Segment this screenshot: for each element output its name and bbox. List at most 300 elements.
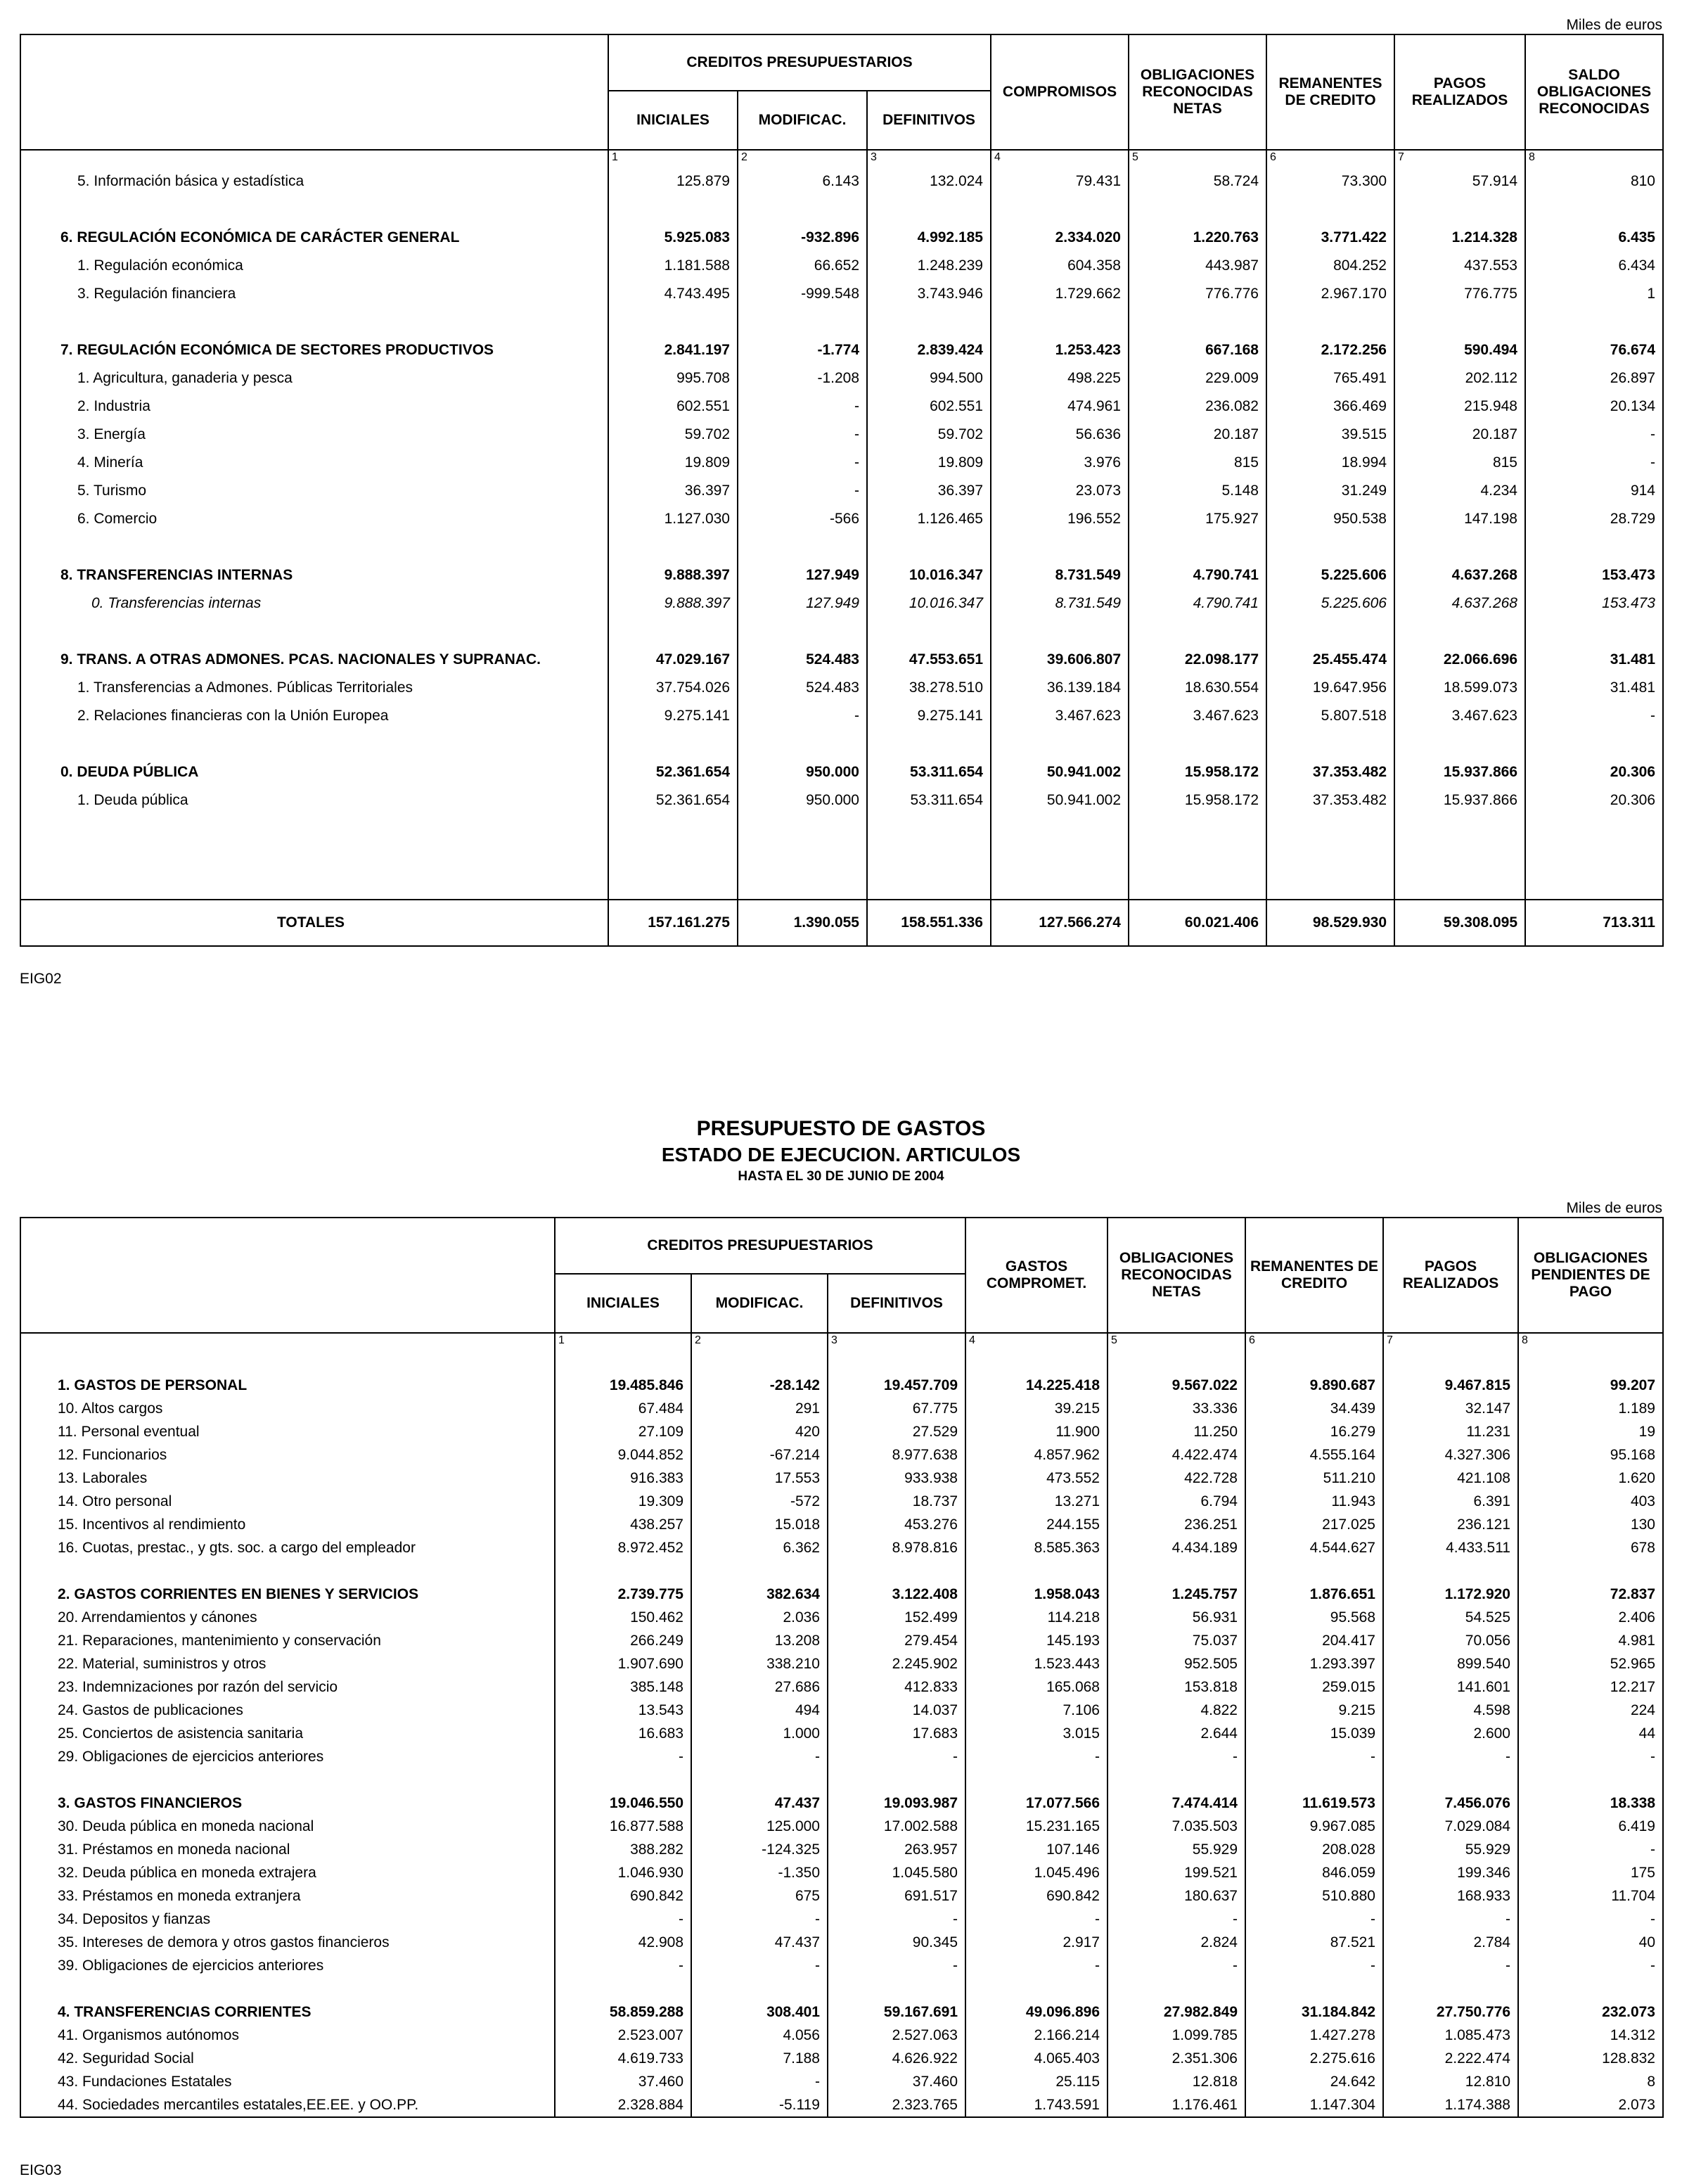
- value-cell: -: [1518, 1908, 1663, 1931]
- value-cell: 13.543: [555, 1699, 691, 1722]
- value-cell: 56.931: [1108, 1606, 1245, 1629]
- value-cell: 27.982.849: [1108, 2000, 1245, 2024]
- section-row: [20, 758, 1663, 786]
- value-cell: 9.888.397: [608, 561, 738, 589]
- row-label: 30. Deuda pública en moneda nacional: [20, 1815, 555, 1838]
- value-cell: 114.218: [965, 1606, 1108, 1629]
- value-cell: 40: [1518, 1931, 1663, 1954]
- value-cell: -: [965, 1954, 1108, 1977]
- value-cell: 1.729.662: [991, 280, 1129, 308]
- total-value-cell: 713.311: [1525, 900, 1663, 946]
- row-label: 3. Regulación financiera: [20, 280, 608, 308]
- value-cell: 204.417: [1245, 1629, 1383, 1652]
- value-cell: 3.015: [965, 1722, 1108, 1745]
- value-cell: -: [1245, 1954, 1383, 1977]
- value-cell: 950.000: [738, 786, 867, 815]
- value-cell: 58.859.288: [555, 2000, 691, 2024]
- value-cell: 175.927: [1129, 505, 1266, 533]
- value-cell: 9.890.687: [1245, 1374, 1383, 1397]
- table-row: [20, 1606, 1663, 1629]
- value-cell: 602.551: [608, 392, 738, 421]
- value-cell: 215.948: [1394, 392, 1525, 421]
- spacer-cell: [1394, 308, 1525, 336]
- value-cell: 56.636: [991, 421, 1129, 449]
- value-cell: -: [555, 1745, 691, 1768]
- spacer-cell: [1245, 1977, 1383, 2000]
- spacer-cell: [608, 618, 738, 646]
- value-cell: -: [1525, 702, 1663, 730]
- value-cell: 474.961: [991, 392, 1129, 421]
- table-row: [20, 1884, 1663, 1908]
- value-cell: 2.523.007: [555, 2024, 691, 2047]
- value-cell: 366.469: [1266, 392, 1394, 421]
- value-cell: -: [1108, 1745, 1245, 1768]
- value-cell: 26.897: [1525, 364, 1663, 392]
- value-cell: 4.434.189: [1108, 1536, 1245, 1559]
- section-row: [20, 1374, 1663, 1397]
- value-cell: 19.485.846: [555, 1374, 691, 1397]
- value-cell: 3.976: [991, 449, 1129, 477]
- table-row: [20, 1722, 1663, 1745]
- row-label: 7. REGULACIÓN ECONÓMICA DE SECTORES PRODUCTIVOS: [20, 336, 608, 364]
- table-row: [20, 1931, 1663, 1954]
- table-row: [20, 421, 1663, 449]
- table-row: [20, 1490, 1663, 1513]
- table-row: [20, 1467, 1663, 1490]
- value-cell: 27.109: [555, 1420, 691, 1443]
- table-row: [20, 2070, 1663, 2093]
- value-cell: 9.215: [1245, 1699, 1383, 1722]
- value-cell: 7.106: [965, 1699, 1108, 1722]
- value-cell: 5.148: [1129, 477, 1266, 505]
- spacer-cell: [1266, 618, 1394, 646]
- value-cell: 27.686: [691, 1675, 828, 1699]
- row-label: 43. Fundaciones Estatales: [20, 2070, 555, 2093]
- value-cell: 58.724: [1129, 167, 1266, 196]
- page-subtitle: ESTADO DE EJECUCION. ARTICULOS: [661, 1144, 1021, 1166]
- value-cell: 2.917: [965, 1931, 1108, 1954]
- value-cell: 12.810: [1383, 2070, 1518, 2093]
- value-cell: 473.552: [965, 1467, 1108, 1490]
- value-cell: 15.937.866: [1394, 786, 1525, 815]
- spacer-cell: [1525, 730, 1663, 758]
- value-cell: 1.245.757: [1108, 1583, 1245, 1606]
- value-cell: -: [1245, 1745, 1383, 1768]
- value-cell: 511.210: [1245, 1467, 1383, 1490]
- row-label: 8. TRANSFERENCIAS INTERNAS: [20, 561, 608, 589]
- value-cell: 20.306: [1525, 758, 1663, 786]
- row-label: 21. Reparaciones, mantenimiento y conservación: [20, 1629, 555, 1652]
- row-label: 2. Industria: [20, 392, 608, 421]
- value-cell: -: [1383, 1954, 1518, 1977]
- value-cell: 7.035.503: [1108, 1815, 1245, 1838]
- value-cell: 9.567.022: [1108, 1374, 1245, 1397]
- value-cell: 6.419: [1518, 1815, 1663, 1838]
- table-row: [20, 505, 1663, 533]
- spacer-cell: [738, 730, 867, 758]
- total-value-cell: 157.161.275: [608, 900, 738, 946]
- total-value-cell: 60.021.406: [1129, 900, 1266, 946]
- spacer-cell: [965, 1768, 1108, 1792]
- header-obligaciones-2: OBLIGACIONES RECONOCIDAS NETAS: [1108, 1218, 1245, 1333]
- value-cell: -: [691, 1745, 828, 1768]
- value-cell: 37.460: [828, 2070, 965, 2093]
- value-cell: 1.174.388: [1383, 2093, 1518, 2117]
- table-row: [20, 1513, 1663, 1536]
- value-cell: 524.483: [738, 646, 867, 674]
- spacer-cell: [1266, 196, 1394, 224]
- column-index: 6: [1245, 1333, 1383, 1350]
- row-label: 15. Incentivos al rendimiento: [20, 1513, 555, 1536]
- value-cell: 13.208: [691, 1629, 828, 1652]
- spacer-cell: [991, 618, 1129, 646]
- value-cell: 175: [1518, 1861, 1663, 1884]
- total-value-cell: 127.566.274: [991, 900, 1129, 946]
- value-cell: 1.085.473: [1383, 2024, 1518, 2047]
- row-label: 5. Información básica y estadística: [20, 167, 608, 196]
- value-cell: 403: [1518, 1490, 1663, 1513]
- table-row: [20, 2024, 1663, 2047]
- row-label: 42. Seguridad Social: [20, 2047, 555, 2070]
- value-cell: 1.253.423: [991, 336, 1129, 364]
- value-cell: -124.325: [691, 1838, 828, 1861]
- value-cell: 52.361.654: [608, 758, 738, 786]
- value-cell: 107.146: [965, 1838, 1108, 1861]
- value-cell: 259.015: [1245, 1675, 1383, 1699]
- value-cell: 2.166.214: [965, 2024, 1108, 2047]
- spacer-cell: [738, 308, 867, 336]
- value-cell: 128.832: [1518, 2047, 1663, 2070]
- value-cell: 1.172.920: [1383, 1583, 1518, 1606]
- value-cell: 279.454: [828, 1629, 965, 1652]
- spacer-cell: [965, 1559, 1108, 1583]
- value-cell: 39.515: [1266, 421, 1394, 449]
- value-cell: 33.336: [1108, 1397, 1245, 1420]
- value-cell: 1.214.328: [1394, 224, 1525, 252]
- value-cell: -: [691, 1954, 828, 1977]
- value-cell: 4.626.922: [828, 2047, 965, 2070]
- value-cell: 18.994: [1266, 449, 1394, 477]
- value-cell: 4.637.268: [1394, 561, 1525, 589]
- spacer-cell: [738, 196, 867, 224]
- value-cell: 8.731.549: [991, 561, 1129, 589]
- value-cell: 1.189: [1518, 1397, 1663, 1420]
- value-cell: -: [828, 1908, 965, 1931]
- row-label: 0. Transferencias internas: [20, 589, 608, 618]
- row-label: 29. Obligaciones de ejercicios anteriores: [20, 1745, 555, 1768]
- page-title: PRESUPUESTO DE GASTOS: [696, 1117, 986, 1140]
- row-label: 39. Obligaciones de ejercicios anteriores: [20, 1954, 555, 1977]
- value-cell: 208.028: [1245, 1838, 1383, 1861]
- column-index: 7: [1383, 1333, 1518, 1350]
- spacer-cell: [691, 1559, 828, 1583]
- value-cell: 995.708: [608, 364, 738, 392]
- column-index: 3: [867, 150, 991, 167]
- value-cell: -: [1108, 1908, 1245, 1931]
- value-cell: 3.122.408: [828, 1583, 965, 1606]
- value-cell: 27.750.776: [1383, 2000, 1518, 2024]
- header-definitivos: DEFINITIVOS: [867, 91, 991, 150]
- spacer-cell: [691, 1768, 828, 1792]
- value-cell: 153.818: [1108, 1675, 1245, 1699]
- header-remanentes-2: REMANENTES DE CREDITO: [1245, 1218, 1383, 1333]
- table-row: [20, 1652, 1663, 1675]
- value-cell: 914: [1525, 477, 1663, 505]
- value-cell: 12.818: [1108, 2070, 1245, 2093]
- value-cell: 7.456.076: [1383, 1792, 1518, 1815]
- header-iniciales: INICIALES: [608, 91, 738, 150]
- value-cell: 2.406: [1518, 1606, 1663, 1629]
- value-cell: -1.350: [691, 1861, 828, 1884]
- table-row: [20, 1908, 1663, 1931]
- spacer-row: [20, 1768, 1663, 1792]
- value-cell: 57.914: [1394, 167, 1525, 196]
- budget-table-1-wrap: [20, 34, 1662, 947]
- row-label: 32. Deuda pública en moneda extrajera: [20, 1861, 555, 1884]
- value-cell: -: [965, 1908, 1108, 1931]
- document-code-1: EIG02: [20, 971, 62, 987]
- value-cell: 53.311.654: [867, 786, 991, 815]
- table-row: [20, 364, 1663, 392]
- spacer-cell: [1266, 815, 1394, 900]
- value-cell: 437.553: [1394, 252, 1525, 280]
- spacer-cell: [1129, 308, 1266, 336]
- value-cell: 11.704: [1518, 1884, 1663, 1908]
- value-cell: -: [1108, 1954, 1245, 1977]
- row-label: 34. Depositos y fianzas: [20, 1908, 555, 1931]
- value-cell: 199.521: [1108, 1861, 1245, 1884]
- value-cell: 66.652: [738, 252, 867, 280]
- value-cell: 47.553.651: [867, 646, 991, 674]
- units-label: Miles de euros: [1566, 17, 1662, 33]
- spacer-cell: [1394, 196, 1525, 224]
- value-cell: 53.311.654: [867, 758, 991, 786]
- row-label: 14. Otro personal: [20, 1490, 555, 1513]
- value-cell: -: [1518, 1745, 1663, 1768]
- spacer-cell: [20, 1977, 555, 2000]
- table-row: [20, 252, 1663, 280]
- spacer-cell: [1129, 730, 1266, 758]
- value-cell: 20.134: [1525, 392, 1663, 421]
- value-cell: 165.068: [965, 1675, 1108, 1699]
- row-label: 3. GASTOS FINANCIEROS: [20, 1792, 555, 1815]
- column-index-row: [20, 150, 1663, 167]
- spacer-cell: [20, 618, 608, 646]
- value-cell: -: [691, 1908, 828, 1931]
- spacer-cell: [1394, 533, 1525, 561]
- column-index: 7: [1394, 150, 1525, 167]
- value-cell: 2.328.884: [555, 2093, 691, 2117]
- row-label: 1. Agricultura, ganaderia y pesca: [20, 364, 608, 392]
- row-label: 0. DEUDA PÚBLICA: [20, 758, 608, 786]
- spacer-row: [20, 196, 1663, 224]
- value-cell: 76.674: [1525, 336, 1663, 364]
- value-cell: 1.147.304: [1245, 2093, 1383, 2117]
- value-cell: 2.323.765: [828, 2093, 965, 2117]
- value-cell: 180.637: [1108, 1884, 1245, 1908]
- index-cell-blank: [20, 1333, 555, 1350]
- spacer-cell: [20, 815, 608, 900]
- value-cell: 2.036: [691, 1606, 828, 1629]
- spacer-cell: [1518, 1768, 1663, 1792]
- value-cell: 73.300: [1266, 167, 1394, 196]
- value-cell: 776.775: [1394, 280, 1525, 308]
- value-cell: 20.187: [1129, 421, 1266, 449]
- value-cell: 1.427.278: [1245, 2024, 1383, 2047]
- value-cell: 11.900: [965, 1420, 1108, 1443]
- value-cell: 1.220.763: [1129, 224, 1266, 252]
- header-modificac: MODIFICAC.: [738, 91, 867, 150]
- value-cell: 55.929: [1108, 1838, 1245, 1861]
- value-cell: 141.601: [1383, 1675, 1518, 1699]
- header-saldo: SALDO OBLIGACIONES RECONOCIDAS: [1525, 34, 1663, 150]
- value-cell: 25.455.474: [1266, 646, 1394, 674]
- value-cell: 19.093.987: [828, 1792, 965, 1815]
- value-cell: 16.279: [1245, 1420, 1383, 1443]
- value-cell: 1.523.443: [965, 1652, 1108, 1675]
- spacer-cell: [555, 1768, 691, 1792]
- value-cell: 59.702: [867, 421, 991, 449]
- value-cell: -28.142: [691, 1374, 828, 1397]
- spacer-row: [20, 1559, 1663, 1583]
- spacer-cell: [1245, 1559, 1383, 1583]
- value-cell: 32.147: [1383, 1397, 1518, 1420]
- spacer-cell: [1525, 815, 1663, 900]
- section-row: [20, 224, 1663, 252]
- value-cell: 8.585.363: [965, 1536, 1108, 1559]
- value-cell: -1.774: [738, 336, 867, 364]
- table-row: [20, 1861, 1663, 1884]
- spacer-cell: [20, 1768, 555, 1792]
- totals-label: TOTALES: [20, 900, 608, 946]
- total-value-cell: 1.390.055: [738, 900, 867, 946]
- value-cell: 3.467.623: [1129, 702, 1266, 730]
- value-cell: 950.538: [1266, 505, 1394, 533]
- value-cell: 15.018: [691, 1513, 828, 1536]
- value-cell: -: [828, 1954, 965, 1977]
- value-cell: 15.231.165: [965, 1815, 1108, 1838]
- row-label: 11. Personal eventual: [20, 1420, 555, 1443]
- value-cell: 950.000: [738, 758, 867, 786]
- row-label: 1. Regulación económica: [20, 252, 608, 280]
- value-cell: 1.907.690: [555, 1652, 691, 1675]
- spacer-cell: [991, 196, 1129, 224]
- value-cell: 7.188: [691, 2047, 828, 2070]
- spacer-row: [20, 815, 1663, 900]
- value-cell: 11.943: [1245, 1490, 1383, 1513]
- spacer-cell: [867, 308, 991, 336]
- value-cell: 266.249: [555, 1629, 691, 1652]
- value-cell: 145.193: [965, 1629, 1108, 1652]
- table-body-2: [20, 1333, 1663, 2117]
- spacer-cell: [1518, 1350, 1663, 1374]
- value-cell: -: [738, 392, 867, 421]
- table-row: [20, 1629, 1663, 1652]
- spacer-cell: [1108, 1559, 1245, 1583]
- value-cell: 13.271: [965, 1490, 1108, 1513]
- value-cell: 422.728: [1108, 1467, 1245, 1490]
- value-cell: 244.155: [965, 1513, 1108, 1536]
- value-cell: 8.978.816: [828, 1536, 965, 1559]
- row-label: 2. Relaciones financieras con la Unión Europea: [20, 702, 608, 730]
- value-cell: 2.967.170: [1266, 280, 1394, 308]
- value-cell: 388.282: [555, 1838, 691, 1861]
- value-cell: 4.065.403: [965, 2047, 1108, 2070]
- value-cell: 815: [1394, 449, 1525, 477]
- value-cell: 678: [1518, 1536, 1663, 1559]
- value-cell: 25.115: [965, 2070, 1108, 2093]
- value-cell: 18.737: [828, 1490, 965, 1513]
- row-label: 9. TRANS. A OTRAS ADMONES. PCAS. NACIONALES Y SUPRANAC.: [20, 646, 608, 674]
- value-cell: -: [738, 477, 867, 505]
- value-cell: -: [1525, 421, 1663, 449]
- value-cell: 202.112: [1394, 364, 1525, 392]
- value-cell: 37.754.026: [608, 674, 738, 702]
- spacer-cell: [555, 1977, 691, 2000]
- section-row: [20, 1583, 1663, 1606]
- value-cell: 952.505: [1108, 1652, 1245, 1675]
- row-label: 10. Altos cargos: [20, 1397, 555, 1420]
- value-cell: 19.809: [608, 449, 738, 477]
- value-cell: 2.784: [1383, 1931, 1518, 1954]
- value-cell: 22.098.177: [1129, 646, 1266, 674]
- value-cell: 39.215: [965, 1397, 1108, 1420]
- spacer-cell: [867, 618, 991, 646]
- value-cell: 690.842: [555, 1884, 691, 1908]
- total-value-cell: 59.308.095: [1394, 900, 1525, 946]
- date-line: HASTA EL 30 DE JUNIO DE 2004: [738, 1169, 944, 1184]
- value-cell: 44: [1518, 1722, 1663, 1745]
- value-cell: 37.460: [555, 2070, 691, 2093]
- value-cell: 675: [691, 1884, 828, 1908]
- value-cell: 5.807.518: [1266, 702, 1394, 730]
- value-cell: 49.096.896: [965, 2000, 1108, 2024]
- value-cell: 382.634: [691, 1583, 828, 1606]
- column-index-row: [20, 1333, 1663, 1350]
- value-cell: -: [555, 1954, 691, 1977]
- spacer-cell: [608, 533, 738, 561]
- value-cell: 125.000: [691, 1815, 828, 1838]
- spacer-cell: [1129, 618, 1266, 646]
- index-cell-blank: [20, 150, 608, 167]
- value-cell: 17.683: [828, 1722, 965, 1745]
- value-cell: 933.938: [828, 1467, 965, 1490]
- value-cell: 236.082: [1129, 392, 1266, 421]
- spacer-cell: [738, 533, 867, 561]
- value-cell: -: [555, 1908, 691, 1931]
- value-cell: 42.908: [555, 1931, 691, 1954]
- value-cell: 8: [1518, 2070, 1663, 2093]
- row-label: 20. Arrendamientos y cánones: [20, 1606, 555, 1629]
- value-cell: 421.108: [1383, 1467, 1518, 1490]
- value-cell: 4.743.495: [608, 280, 738, 308]
- value-cell: 14.037: [828, 1699, 965, 1722]
- column-index: 5: [1129, 150, 1266, 167]
- value-cell: 4.637.268: [1394, 589, 1525, 618]
- spacer-cell: [991, 308, 1129, 336]
- value-cell: 4.790.741: [1129, 589, 1266, 618]
- value-cell: 4.555.164: [1245, 1443, 1383, 1467]
- value-cell: -: [1383, 1908, 1518, 1931]
- total-value-cell: 98.529.930: [1266, 900, 1394, 946]
- value-cell: 2.351.306: [1108, 2047, 1245, 2070]
- value-cell: 59.702: [608, 421, 738, 449]
- row-label: 33. Préstamos en moneda extranjera: [20, 1884, 555, 1908]
- spacer-cell: [1525, 618, 1663, 646]
- spacer-cell: [965, 1350, 1108, 1374]
- value-cell: 846.059: [1245, 1861, 1383, 1884]
- value-cell: 6.435: [1525, 224, 1663, 252]
